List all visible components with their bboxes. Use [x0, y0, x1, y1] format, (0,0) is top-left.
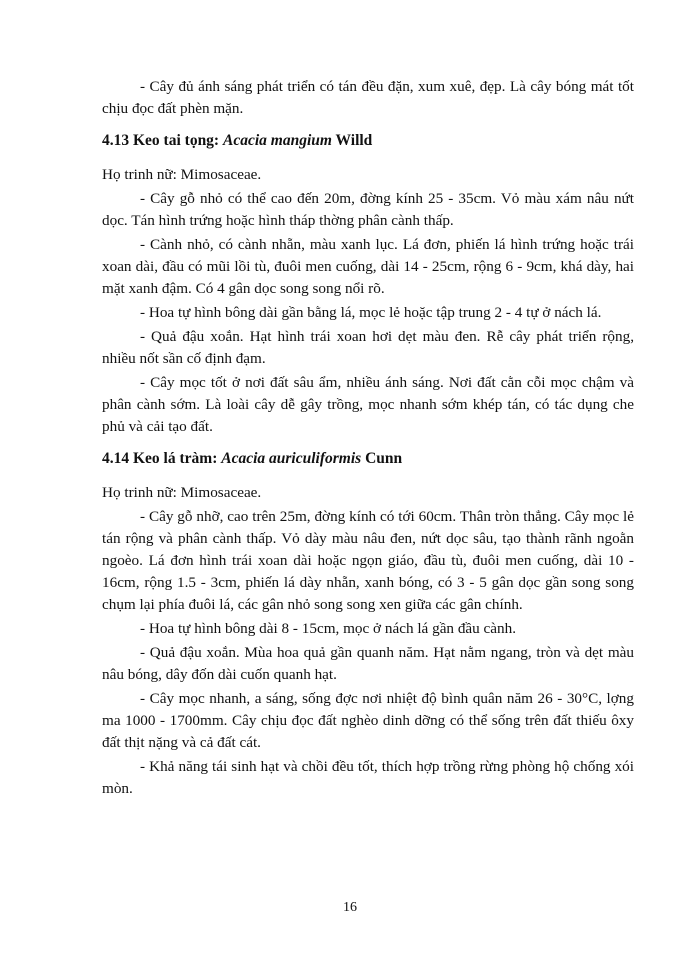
section-title: 4.13 Keo tai tọng: — [102, 132, 220, 149]
author-name: Willd — [335, 132, 373, 149]
paragraph: - Cành nhỏ, có cành nhẵn, màu xanh lục. Lá đơn, phiến lá hình trứng hoặc trái xoan dài, đầu có mũi lồi tù, đuôi men cuống, dài 14 - 25cm, rộng 6 - 9cm, khá dày, hai mặt xanh đậm. Có 4 gân dọc song song nổi rõ. — [102, 236, 634, 297]
paragraph: - Cây mọc tốt ở nơi đất sâu ẩm, nhiều ánh sáng. Nơi đất cằn cỗi mọc chậm và phân cành sớm. Là loài cây dễ gây trồng, mọc nhanh sớm khép tán, có tác dụng che phủ và cải tạo đất. — [102, 374, 634, 435]
paragraph: - Cây mọc nhanh, a sáng, sống đợc nơi nhiệt độ bình quân năm 26 - 30°C, lợng ma 1000 - 1700mm. Cây chịu đọc đất nghèo dinh dỡng có thể sống trên đất thiếu ôxy đất thịt nặng và cả đất cát. — [102, 690, 634, 751]
paragraph: - Hoa tự hình bông dài gần bằng lá, mọc lẻ hoặc tập trung 2 - 4 tự ở nách lá. — [140, 304, 602, 321]
paragraph: - Cây gỗ nhỡ, cao trên 25m, đờng kính có tới 60cm. Thân tròn thẳng. Cây mọc lẻ tán rộng và phân cành thấp. Vỏ dày màu nâu đen, nứt dọc sâu, tạo thành rãnh ngoằn ngoèo. Lá đơn hình trái xoan dài hoặc ngọn giáo, đầu tù, đuôi men cuống, dài 10 - 16cm, rộng 1.5 - 3cm, phiến lá dày nhẵn, xanh bóng, có 3 - 5 gân dọc gần song song chụm lại phía đuôi lá, các gân nhỏ song song xen giữa các gân chính. — [102, 508, 634, 613]
page-number: 16 — [343, 900, 357, 915]
scientific-name: Acacia mangium — [222, 132, 332, 149]
document-page — [102, 76, 634, 802]
section-title: 4.14 Keo lá tràm: — [102, 450, 218, 467]
scientific-name: Acacia auriculiformis — [221, 450, 362, 467]
section-heading-4-13 — [102, 130, 634, 152]
section-heading-4-14 — [102, 448, 634, 470]
paragraph: - Quả đậu xoắn. Hạt hình trái xoan hơi dẹt màu đen. Rễ cây phát triển rộng, nhiều nốt sần cố định đạm. — [102, 328, 634, 367]
paragraph: - Quả đậu xoắn. Mùa hoa quả gần quanh năm. Hạt nằm ngang, tròn và dẹt màu nâu bóng, dây đốn dài cuốn quanh hạt. — [102, 644, 634, 683]
paragraph: - Khả năng tái sinh hạt và chồi đều tốt, thích hợp trồng rừng phòng hộ chống xói mòn. — [102, 758, 634, 797]
author-name: Cunn — [365, 450, 403, 467]
family-line: Họ trinh nữ: Mimosaceae. — [102, 166, 262, 183]
paragraph: - Hoa tự hình bông dài 8 - 15cm, mọc ở nách lá gần đầu cành. — [140, 620, 517, 637]
paragraph: - Cây gỗ nhỏ có thể cao đến 20m, đờng kính 25 - 35cm. Vỏ màu xám nâu nứt dọc. Tán hình trứng hoặc hình tháp thờng phân cành thấp. — [102, 190, 634, 229]
intro-paragraph: - Cây đủ ánh sáng phát triển có tán đều đặn, xum xuê, đẹp. Là cây bóng mát tốt chịu đọc đất phèn mặn. — [102, 78, 634, 117]
family-line: Họ trinh nữ: Mimosaceae. — [102, 484, 262, 501]
